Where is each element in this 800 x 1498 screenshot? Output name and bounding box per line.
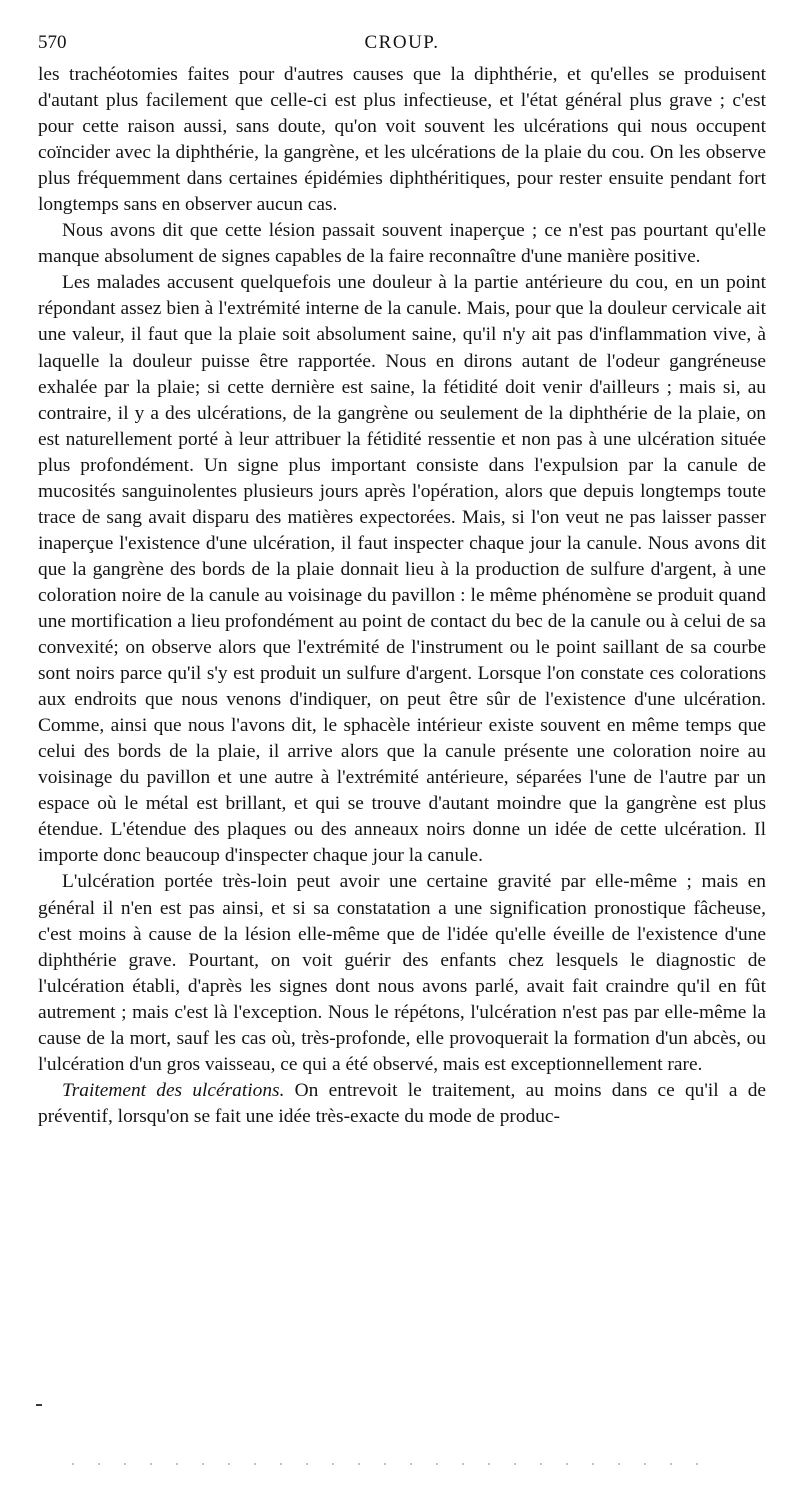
body-text: [38, 62, 766, 1130]
running-title: CROUP.: [364, 32, 440, 53]
paragraph-lesion-inapercue: [38, 218, 766, 270]
page-header: [38, 30, 766, 56]
section-heading-traitement: Traitement des ulcérations.: [62, 1079, 285, 1101]
paragraph-text: Nous avons dit que cette lésion passait souvent inaperçue ; ce n'est pas pourtant qu'elle manque absolument de signes capables de la faire reconnaître d'une manière positive.: [38, 220, 766, 268]
show-through-trace: [60, 1463, 710, 1465]
page-number: 570: [38, 32, 67, 53]
paragraph-text: Les malades accusent quelquefois une douleur à la partie antérieure du cou, en un point répondant assez bien à l'extrémité interne de la canule. Mais, pour que la douleur cervicale ait une valeur, il faut que la plaie soit absolument saine, qu'il n'y ait pas d'inflammation vive, à laquelle la douleur puisse être rapportée. Nous en dirons autant de l'odeur gangréneuse exhalée par la plaie; si cette dernière est saine, la fétidité doit venir d'ailleurs ; mais si, au contraire, il y a des ulcérations, de la gangrène ou seulement de la diphthérie de la plaie, on est naturellement porté à leur attribuer la fétidité ressentie et non pas à une ulcération située plus profondément. Un signe plus important consiste dans l'expulsion par la canule de mucosités sanguinolentes plusieurs jours après l'opération, alors que depuis longtemps toute trace de sang avait disparu des matières expectorées. Mais, si l'on veut ne pas laisser passer inaperçue l'existence d'une ulcération, il faut inspecter chaque jour la canule. Nous avons dit que la gangrène des bords de la plaie donnait lieu à la production de sulfure d'argent, à une coloration noire de la canule au voisinage du pavillon : le même phénomène se produit quand une mortification a lieu profondément au point de contact du bec de la canule ou à celui de sa convexité; on observe alors que l'extrémité de l'instrument ou le point saillant de sa courbe sont noirs parce qu'il s'y est produit un sulfure d'argent. Lorsque l'on constate ces colorations aux endroits que nous venons d'indiquer, on peut être sûr de l'existence d'une ulcération. Comme, ainsi que nous l'avons dit, le sphacèle intérieur existe souvent en même temps que celui des bords de la plaie, il arrive alors que la canule présente une coloration noire au voisinage du pavillon et une autre à l'extrémité antérieure, séparées l'une de l'autre par un espace où le métal est brillant, et qui se trouve d'autant moindre que la gangrène est plus étendue. L'étendue des plaques ou des anneaux noirs donne un idée de cette ulcération. Il importe donc beaucoup d'inspecter chaque jour la canule.: [38, 272, 766, 867]
paragraph-traitement: [38, 1078, 766, 1130]
paragraph-text: les trachéotomies faites pour d'autres causes que la diphthérie, et qu'elles se produisent d'autant plus facilement que celle-ci est plus infectieuse, et l'état général plus grave ; c'est pour cette raison aussi, sans doute, qu'on voit souvent les ulcérations qui nous occupent coïncider avec la diphthérie, la gangrène, et les ulcérations de la plaie du cou. On les observe plus fréquemment dans certaines épidémies diphthéritiques, pour rester ensuite pendant fort longtemps sans en observer aucun cas.: [38, 64, 766, 216]
paragraph-text: On entrevoit le traitement, au moins dans ce qu'il a de préventif, lorsqu'on se fait une idée très-exacte du mode de produc-: [38, 1079, 767, 1127]
paragraph-text: L'ulcération portée très-loin peut avoir une certaine gravité par elle-même ; mais en général il n'en est pas ainsi, et si sa constatation a une signification pronostique fâcheuse, c'est moins à cause de la lésion elle-même que de l'idée qu'elle éveille de l'existence d'une diphthérie grave. Pourtant, on voit guérir des enfants chez lesquels le diagnostic de l'ulcération établi, d'après les signes dont nous avons parlé, avait fait craindre qu'il en fût autrement ; mais c'est là l'exception. Nous le répétons, l'ulcération n'est pas par elle-même la cause de la mort, sauf les cas où, très-profonde, elle provoquerait la formation d'un abcès, ou l'ulcération d'un gros vaisseau, ce qui a été observé, mais est exceptionnellement rare.: [38, 871, 766, 1075]
paragraph-continuation: [38, 62, 766, 218]
ink-speck: [36, 1404, 42, 1406]
paragraph-signes: [38, 270, 766, 869]
paragraph-gravite: [38, 869, 766, 1077]
